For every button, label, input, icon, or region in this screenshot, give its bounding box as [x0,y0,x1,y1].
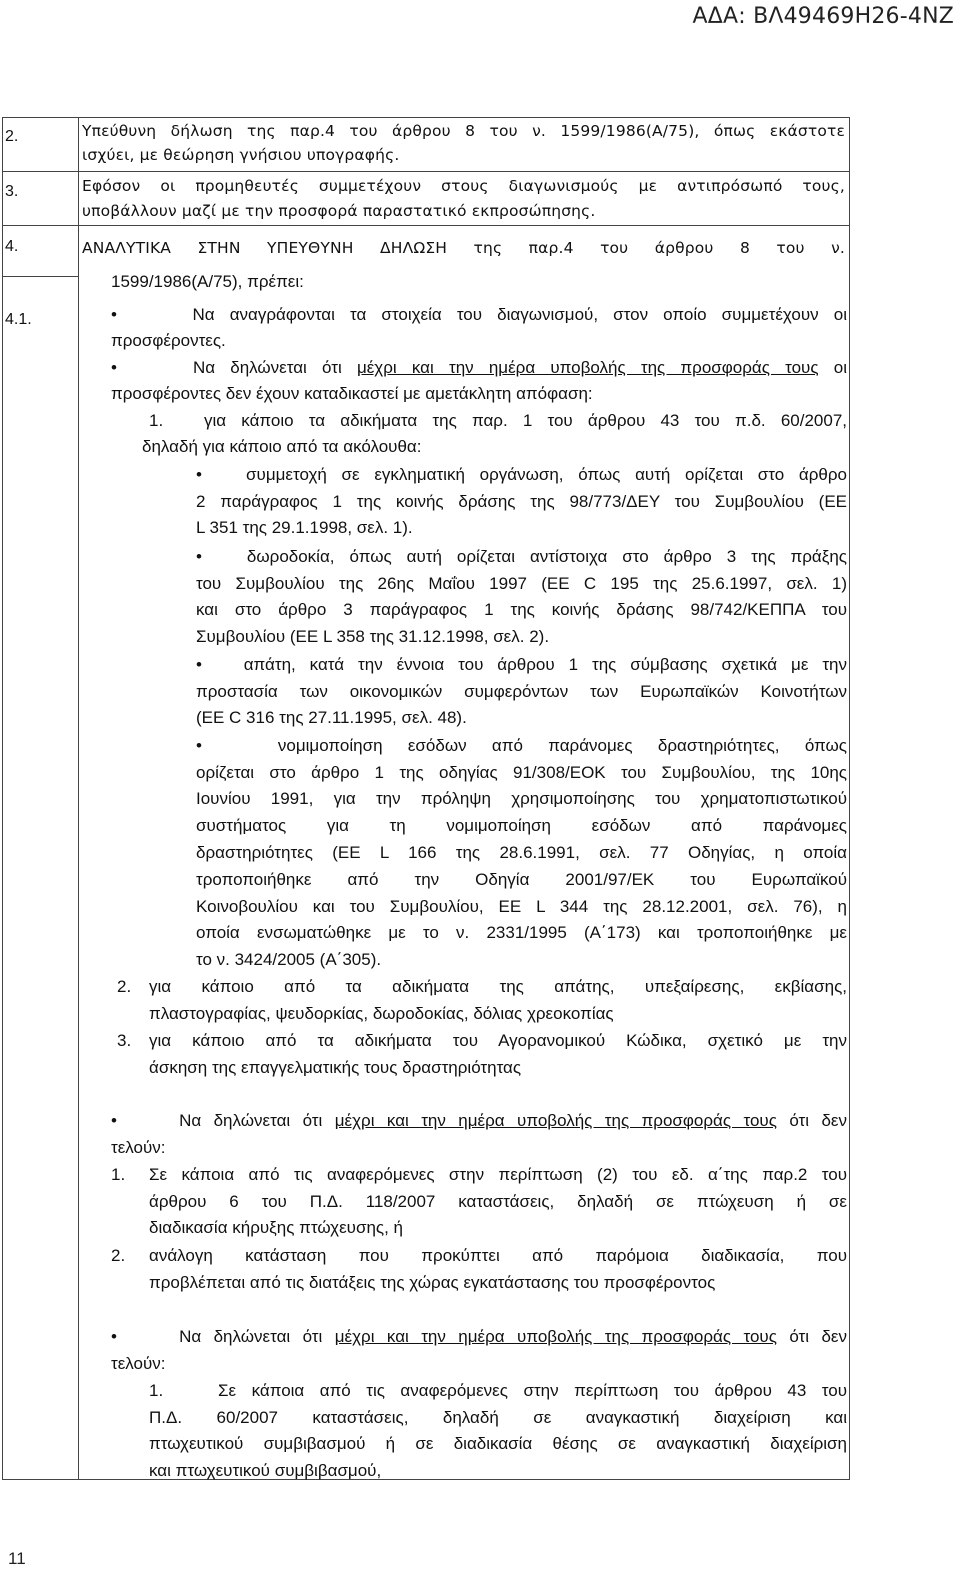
list-item-text: διαδικασία κήρυξης πτώχευσης, ή [149,1218,404,1237]
bullet-text: ότι δεν [776,1111,847,1130]
sub-bullet-text: το ν. 3424/2005 (Α΄305). [196,950,382,969]
list-item-text: ανάλογη κατάσταση που προκύπτει από παρόμοια διαδικασία, που [149,1246,847,1265]
row-text: Εφόσον οι προμηθευτές συμμετέχουν στους διαγωνισμούς με αντιπρόσωπό τους, [82,177,845,195]
ada-code: ΑΔΑ: ΒΛ49469Η26-4ΝΖ [692,4,954,29]
list-number: 1. [149,411,164,430]
bullet-text: οι [818,358,847,377]
row-number: 3. [5,183,19,200]
list-number: 3. [117,1031,132,1050]
list-item-text: για κάποιο από τα αδικήματα του Αγορανομικού Κώδικα, σχετικό με την [149,1031,847,1050]
list-number: 2. [117,977,132,996]
sub-bullet-item [196,464,847,486]
bullet-text: ότι δεν [776,1327,847,1346]
row-text: 1599/1986(Α/75), πρέπει: [111,272,304,291]
bullet-text: τελούν: [111,1354,166,1373]
list-item-text: για κάποιο τα αδικήματα της παρ. 1 του άρθρου 43 του π.δ. 60/2007, [204,411,847,430]
bullet-icon: • [111,305,117,324]
list-number: 1. [111,1165,126,1184]
sub-bullet-text: δραστηριότητες (ΕΕ L 166 της 28.6.1991, σελ. 77 Οδηγίας, η οποία [196,843,847,862]
sub-bullet-text: L 351 της 29.1.1998, σελ. 1). [196,518,413,537]
list-item-text: Π.Δ. 60/2007 καταστάσεις, δηλαδή σε αναγκαστική διαχείριση και [149,1408,847,1427]
sub-bullet-text: Ιουνίου 1991, για την πρόληψη χρησιμοποίησης του χρηματοπιστωτικού [196,789,847,808]
bullet-text: προσφέροντες. [111,331,226,350]
bullet-item [111,1326,847,1348]
sub-bullet-text: συστήματος για τη νομιμοποίηση εσόδων από παράνομες [196,816,847,835]
sub-bullet-text: και στο άρθρο 3 παράγραφος 1 της κοινής δράσης 98/742/ΚΕΠΠΑ του [196,600,847,619]
sub-bullet-text: (ΕΕ C 316 της 27.11.1995, σελ. 48). [196,708,467,727]
list-item-text: για κάποιο από τα αδικήματα της απάτης, υπεξαίρεσης, εκβίασης, [149,977,847,996]
list-item-text: άρθρου 6 του Π.Δ. 118/2007 καταστάσεις, δηλαδή σε πτώχευση ή σε [149,1192,847,1211]
sub-bullet-text: απάτη, κατά την έννοια του άρθρου 1 της σύμβασης σχετικά με την [243,655,848,674]
sub-bullet-text: τροποποιήθηκε από την Οδηγία 2001/97/ΕΚ του Ευρωπαϊκού [196,870,847,889]
sub-bullet-text: Κοινοβουλίου και του Συμβουλίου, ΕΕ L 344 της 28.12.2001, σελ. 76), η [196,897,847,916]
bullet-icon: • [111,1327,117,1346]
sub-bullet-text: προστασία των οικονομικών συμφερόντων των Ευρωπαϊκών Κοινοτήτων [196,682,847,701]
bullet-text: Να δηλώνεται ότι [192,358,357,377]
list-item-text: Σε κάποια από τις αναφερόμενες στην περίπτωση του άρθρου 43 του [218,1381,847,1400]
bullet-text: προσφέροντες δεν έχουν καταδικαστεί με αμετάκλητη απόφαση: [111,384,593,403]
bullet-icon: • [196,465,202,484]
bullet-item [111,1110,847,1132]
bullet-icon: • [196,736,202,755]
column-divider [78,118,79,1479]
row-divider [3,276,78,277]
bullet-item [111,304,847,326]
bullet-text: Να αναγράφονται τα στοιχεία του διαγωνισμού, στον οποίο συμμετέχουν οι [192,305,847,324]
list-number: 1. [149,1381,164,1400]
row-text: υποβάλλουν μαζί με την προσφορά παραστατικό εκπροσώπησης. [82,202,596,220]
sub-bullet-item [196,546,847,568]
row-number: 2. [5,128,19,145]
bullet-icon: • [196,547,202,566]
bullet-icon: • [196,655,202,674]
row-number: 4.1. [5,311,32,328]
bullet-text: τελούν: [111,1138,166,1157]
row-text: Υπεύθυνη δήλωση της παρ.4 του άρθρου 8 του ν. 1599/1986(Α/75), όπως εκάστοτε [82,122,845,140]
list-number: 2. [111,1246,126,1265]
sub-bullet-text: συμμετοχή σε εγκληματική οργάνωση, όπως αυτή ορίζεται στο άρθρο [246,465,848,484]
sub-bullet-text: οποία ενσωματώθηκε με το ν. 2331/1995 (Α΄173) και τροποποιήθηκε με [196,923,847,942]
sub-bullet-item [196,654,847,676]
row-number: 4. [5,238,19,255]
list-item-text: προβλέπεται από τις διατάξεις της χώρας εγκατάστασης του προσφέροντος [149,1273,716,1292]
bullet-icon: • [111,358,117,377]
underlined-text: μέχρι και την ημέρα υποβολής της προσφοράς τους [356,358,819,377]
sub-bullet-text: νομιμοποίηση εσόδων από παράνομες δραστηριότητες, όπως [277,736,847,755]
section-heading: ΑΝΑΛΥΤΙΚΑ ΣΤΗΝ ΥΠΕΥΘΥΝΗ ΔΗΛΩΣΗ της παρ.4 του άρθρου 8 του ν. [82,239,845,257]
sub-bullet-text: του Συμβουλίου της 26ης Μαΐου 1997 (ΕΕ C 195 της 25.6.1997, σελ. 1) [196,574,847,593]
list-item-text: άσκηση της επαγγελματικής τους δραστηριότητας [149,1058,522,1077]
row-divider [3,171,849,172]
bullet-text: Να δηλώνεται ότι [179,1327,335,1346]
sub-bullet-text: Συμβουλίου (ΕΕ L 358 της 31.12.1998, σελ. 2). [196,627,550,646]
row-text: ισχύει, με θεώρηση γνήσιου υπογραφής. [82,146,400,164]
list-item-text: πτωχευτικού συμβιβασμού ή σε διαδικασία θέσης σε αναγκαστική διαχείριση [149,1434,847,1453]
list-item-text: και πτωχευτικού συμβιβασμού, [149,1461,382,1480]
underlined-text: μέχρι και την ημέρα υποβολής της προσφοράς τους [334,1111,777,1130]
list-item-text: δηλαδή για κάποιο από τα ακόλουθα: [142,437,422,456]
sub-bullet-text: 2 παράγραφος 1 της κοινής δράσης της 98/773/ΔΕΥ του Συμβουλίου (ΕΕ [196,492,847,511]
list-item-text: πλαστογραφίας, ψευδορκίας, δωροδοκίας, δόλιας χρεοκοπίας [149,1004,614,1023]
sub-bullet-text: δωροδοκία, όπως αυτή ορίζεται αντίστοιχα στο άρθρο 3 της πράξης [246,547,847,566]
list-item-text: Σε κάποια από τις αναφερόμενες στην περίπτωση (2) του εδ. α΄της παρ.2 του [149,1165,847,1184]
sub-bullet-text: ορίζεται στο άρθρο 1 της οδηγίας 91/308/ΕΟΚ του Συμβουλίου, της 10ης [196,763,847,782]
bullet-item [111,357,847,379]
row-divider [3,225,849,226]
page-number: 11 [8,1549,26,1568]
underlined-text: μέχρι και την ημέρα υποβολής της προσφοράς τους [334,1327,777,1346]
bullet-text: Να δηλώνεται ότι [179,1111,335,1130]
bullet-icon: • [111,1111,117,1130]
sub-bullet-item [196,735,847,757]
